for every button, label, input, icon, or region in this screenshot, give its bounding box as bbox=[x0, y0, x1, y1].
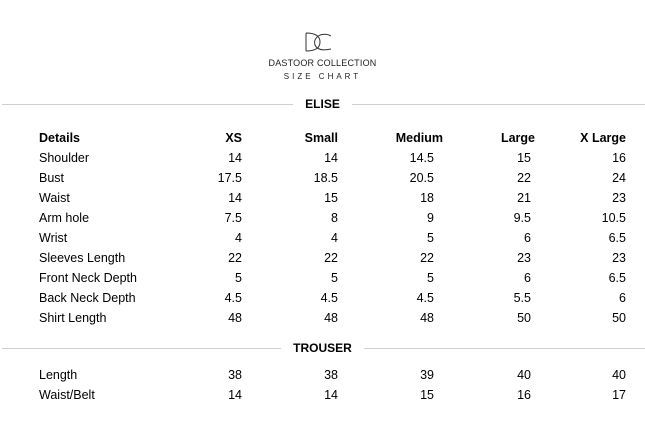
brand-name: DASTOOR COLLECTION bbox=[268, 58, 377, 68]
table-row bbox=[0, 168, 645, 188]
size-value: 14 bbox=[228, 388, 242, 402]
size-value: 24 bbox=[612, 171, 626, 185]
size-value: 5 bbox=[331, 271, 338, 285]
size-value: 6 bbox=[524, 231, 531, 245]
row-label: Back Neck Depth bbox=[39, 291, 136, 305]
size-value: 20.5 bbox=[409, 171, 434, 185]
size-value: 39 bbox=[420, 368, 434, 382]
size-value: Medium bbox=[395, 131, 443, 145]
size-value: 6.5 bbox=[608, 231, 626, 245]
size-value: 7.5 bbox=[224, 211, 242, 225]
size-value: 23 bbox=[612, 251, 626, 265]
size-value: X Large bbox=[580, 131, 626, 145]
size-value: 14 bbox=[228, 191, 242, 205]
size-value: 4 bbox=[331, 231, 338, 245]
table-row bbox=[0, 268, 645, 288]
row-label: Wrist bbox=[39, 231, 68, 245]
size-value: 48 bbox=[228, 311, 242, 325]
size-value: 8 bbox=[331, 211, 338, 225]
size-value: 38 bbox=[324, 368, 338, 382]
size-value: 16 bbox=[612, 151, 626, 165]
size-value: 23 bbox=[517, 251, 531, 265]
size-value: 4 bbox=[235, 231, 242, 245]
size-value: 10.5 bbox=[601, 211, 626, 225]
size-value: 14 bbox=[324, 388, 338, 402]
size-value: 9.5 bbox=[513, 211, 531, 225]
size-value: 22 bbox=[228, 251, 242, 265]
size-value: 48 bbox=[324, 311, 338, 325]
size-value: 14.5 bbox=[409, 151, 434, 165]
size-value: 18.5 bbox=[313, 171, 338, 185]
size-value: 4.5 bbox=[416, 291, 434, 305]
row-label: Details bbox=[39, 131, 80, 145]
size-value: 5 bbox=[427, 231, 434, 245]
table-row bbox=[0, 248, 645, 268]
row-label: Length bbox=[39, 368, 78, 382]
size-value: 14 bbox=[228, 151, 242, 165]
size-value: 4.5 bbox=[320, 291, 338, 305]
table-row bbox=[0, 308, 645, 328]
size-value: 6 bbox=[524, 271, 531, 285]
table-row bbox=[0, 288, 645, 308]
row-label: Arm hole bbox=[39, 211, 90, 225]
elise-section-title: ELISE bbox=[0, 97, 645, 111]
table-row bbox=[0, 228, 645, 248]
row-label: Shirt Length bbox=[39, 311, 107, 325]
size-value: XS bbox=[225, 131, 242, 145]
size-value: 22 bbox=[324, 251, 338, 265]
table-row bbox=[0, 188, 645, 208]
size-value: 15 bbox=[517, 151, 531, 165]
size-value: 22 bbox=[420, 251, 434, 265]
trouser-size-table bbox=[0, 365, 645, 405]
size-value: 50 bbox=[612, 311, 626, 325]
size-value: 17 bbox=[612, 388, 626, 402]
table-row bbox=[0, 365, 645, 385]
size-value: 16 bbox=[517, 388, 531, 402]
size-value: 50 bbox=[517, 311, 531, 325]
size-value: 38 bbox=[228, 368, 242, 382]
size-value: 6 bbox=[619, 291, 626, 305]
size-value: 4.5 bbox=[224, 291, 242, 305]
size-value: 40 bbox=[612, 368, 626, 382]
elise-size-table bbox=[0, 128, 645, 328]
size-chart-subtitle: SIZE CHART bbox=[283, 72, 362, 81]
row-label: Waist/Belt bbox=[39, 388, 95, 402]
row-label: Sleeves Length bbox=[39, 251, 126, 265]
size-value: 14 bbox=[324, 151, 338, 165]
size-value: 9 bbox=[427, 211, 434, 225]
size-value: Large bbox=[500, 131, 535, 145]
row-label: Shoulder bbox=[39, 151, 90, 165]
size-value: 15 bbox=[324, 191, 338, 205]
size-value: 5.5 bbox=[513, 291, 531, 305]
size-value: 23 bbox=[612, 191, 626, 205]
size-value: 22 bbox=[517, 171, 531, 185]
size-value: 40 bbox=[517, 368, 531, 382]
table-row bbox=[0, 148, 645, 168]
size-value: 6.5 bbox=[608, 271, 626, 285]
size-value: 15 bbox=[420, 388, 434, 402]
size-value: 48 bbox=[420, 311, 434, 325]
row-label: Front Neck Depth bbox=[39, 271, 137, 285]
size-value: 21 bbox=[517, 191, 531, 205]
row-label: Waist bbox=[39, 191, 70, 205]
row-label: Bust bbox=[39, 171, 65, 185]
table-header-row bbox=[0, 128, 645, 148]
table-row bbox=[0, 208, 645, 228]
trouser-section-title: TROUSER bbox=[0, 341, 645, 355]
dc-monogram-logo bbox=[0, 30, 645, 54]
size-value: 17.5 bbox=[217, 171, 242, 185]
table-row bbox=[0, 385, 645, 405]
size-value: 5 bbox=[427, 271, 434, 285]
size-value: 18 bbox=[420, 191, 434, 205]
size-value: Small bbox=[304, 131, 338, 145]
size-value: 5 bbox=[235, 271, 242, 285]
